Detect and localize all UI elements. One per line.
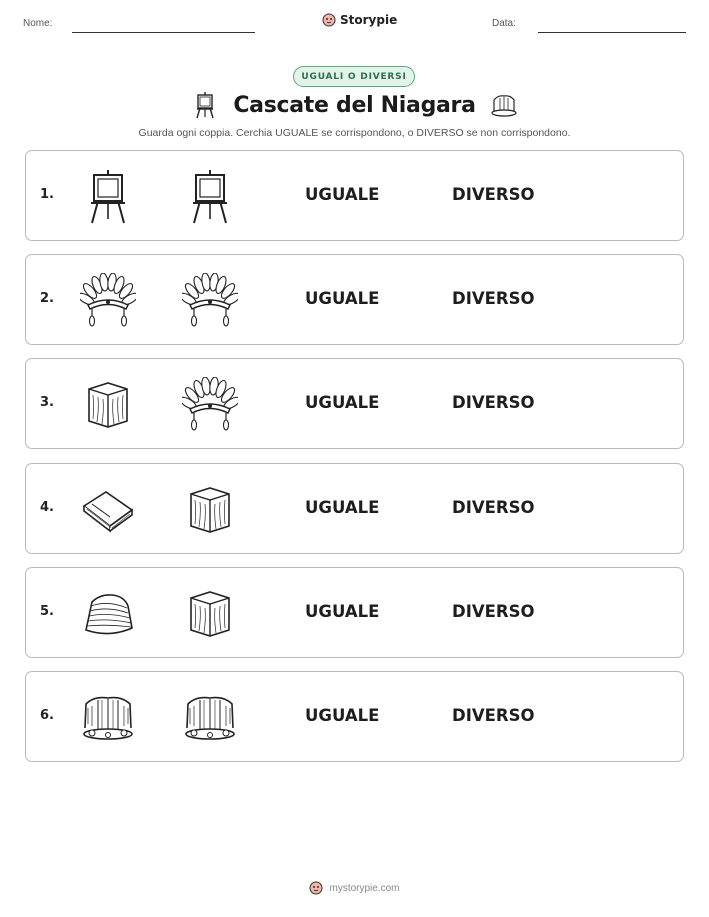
different-option[interactable]: DIVERSO [452, 185, 535, 204]
date-line[interactable] [538, 32, 686, 33]
different-option[interactable]: DIVERSO [452, 497, 535, 517]
headdress-icon [182, 273, 238, 329]
brand-logo [322, 13, 397, 27]
question-row [25, 254, 684, 345]
question-number: 5. [40, 603, 54, 619]
page-title: Cascate del Niagara [233, 92, 476, 118]
question-number: 3. [40, 395, 54, 411]
question-row [25, 567, 684, 658]
name-line[interactable] [72, 32, 255, 33]
same-option[interactable]: UGUALE [305, 185, 380, 204]
tree-stump-icon [182, 586, 238, 642]
tree-stump-icon [182, 482, 238, 538]
different-option[interactable]: DIVERSO [452, 706, 535, 725]
storypie-mascot-icon [309, 881, 323, 895]
waterfall-icon [80, 690, 136, 746]
date-label: Data: [492, 18, 516, 29]
headdress-icon [80, 273, 136, 329]
question-number: 2. [40, 291, 54, 307]
name-label: Nome: [23, 18, 53, 29]
question-row [25, 358, 684, 449]
question-row [25, 671, 684, 762]
same-option[interactable]: UGUALE [305, 393, 380, 413]
question-number: 4. [40, 499, 54, 515]
footer-url[interactable]: mystorypie.com [329, 882, 400, 894]
question-row [25, 150, 684, 241]
same-option[interactable]: UGUALE [305, 706, 380, 725]
brand-name: Storypie [340, 13, 398, 27]
instructions: Guarda ogni coppia. Cerchia UGUALE se corrispondono, o DIVERSO se non corrispondono. [138, 127, 571, 139]
rock-icon [80, 586, 136, 642]
storypie-mascot-icon [322, 13, 336, 27]
same-option[interactable]: UGUALE [305, 289, 380, 309]
book-icon [80, 482, 136, 538]
question-number: 1. [40, 187, 54, 202]
different-option[interactable]: DIVERSO [452, 289, 535, 309]
easel-icon [191, 91, 219, 119]
different-option[interactable]: DIVERSO [452, 393, 535, 413]
worksheet-type-badge: UGUALI O DIVERSI [293, 66, 415, 87]
title-row [0, 91, 709, 119]
headdress-icon [182, 377, 238, 433]
easel-icon [182, 169, 238, 225]
footer [0, 881, 709, 895]
question-number: 6. [40, 708, 54, 723]
question-row [25, 463, 684, 554]
different-option[interactable]: DIVERSO [452, 601, 535, 621]
waterfall-icon [182, 690, 238, 746]
same-option[interactable]: UGUALE [305, 497, 380, 517]
waterfall-icon [490, 91, 518, 119]
tree-stump-icon [80, 377, 136, 433]
same-option[interactable]: UGUALE [305, 601, 380, 621]
easel-icon [80, 169, 136, 225]
